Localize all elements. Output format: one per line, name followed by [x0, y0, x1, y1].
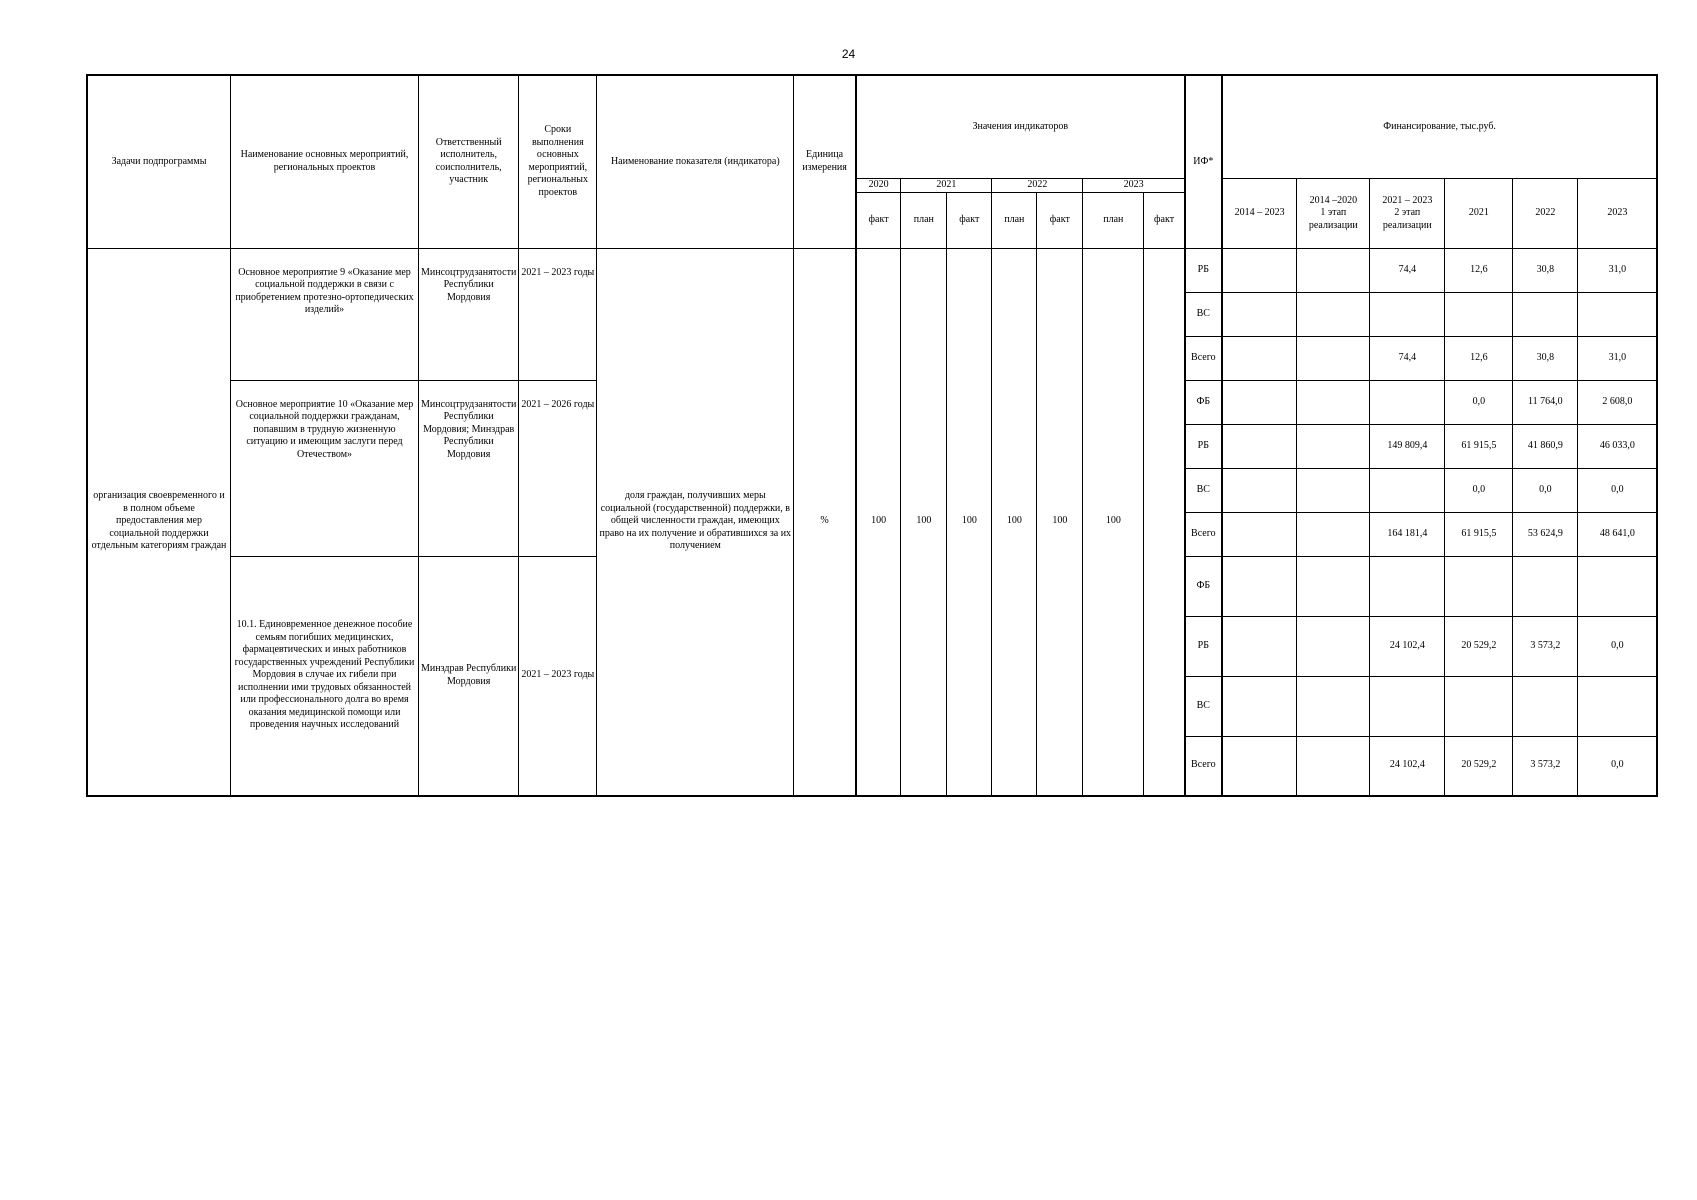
measure-executor: Минсоцтрудзанятости Республики Мордовия; Минздрав Республики Мордовия [419, 380, 519, 556]
measure-name: Основное мероприятие 10 «Оказание мер социальной поддержки гражданам, попавшим в трудную жизненную ситуацию и имеющим заслуги перед Отечеством» [231, 380, 419, 556]
indicator-value: 100 [947, 248, 992, 795]
header-financing: Финансирование, тыс.руб. [1222, 76, 1657, 179]
financing-value: 46 033,0 [1578, 424, 1657, 468]
header-indicator-values: Значения индикаторов [856, 76, 1185, 179]
indicator-subheader: план [1083, 192, 1144, 248]
measure-terms: 2021 – 2026 годы [519, 380, 597, 556]
financing-column-header: 2014 – 2023 [1222, 179, 1297, 249]
indicator-subheader: факт [1144, 192, 1185, 248]
financing-value [1370, 292, 1445, 336]
financing-value: 3 573,2 [1513, 736, 1578, 795]
financing-value [1222, 616, 1297, 676]
financing-value: 149 809,4 [1370, 424, 1445, 468]
indicator-year: 2022 [992, 179, 1083, 193]
financing-value [1222, 556, 1297, 616]
financing-value [1222, 292, 1297, 336]
funding-source: РБ [1185, 616, 1222, 676]
financing-value: 164 181,4 [1370, 512, 1445, 556]
indicator-value: 100 [1083, 248, 1144, 795]
financing-value [1513, 676, 1578, 736]
financing-value [1222, 512, 1297, 556]
funding-source: ВС [1185, 468, 1222, 512]
funding-source: ФБ [1185, 556, 1222, 616]
header-unit: Единица измерения [794, 76, 856, 249]
financing-value: 20 529,2 [1445, 616, 1513, 676]
financing-column-header: 2022 [1513, 179, 1578, 249]
financing-value: 30,8 [1513, 248, 1578, 292]
financing-value [1445, 556, 1513, 616]
financing-value: 74,4 [1370, 248, 1445, 292]
financing-value: 61 915,5 [1445, 424, 1513, 468]
financing-value [1297, 336, 1370, 380]
financing-value: 2 608,0 [1578, 380, 1657, 424]
financing-column-header: 2021 [1445, 179, 1513, 249]
financing-value: 31,0 [1578, 248, 1657, 292]
financing-value: 0,0 [1445, 380, 1513, 424]
financing-value: 20 529,2 [1445, 736, 1513, 795]
financing-value [1222, 424, 1297, 468]
header-executor: Ответственный исполнитель, соисполнитель, участник [419, 76, 519, 249]
indicator-value: 100 [1037, 248, 1083, 795]
financing-value [1370, 468, 1445, 512]
financing-value: 61 915,5 [1445, 512, 1513, 556]
financing-value [1222, 380, 1297, 424]
header-task: Задачи подпрограммы [88, 76, 231, 249]
indicator-subheader: факт [1037, 192, 1083, 248]
program-table [87, 75, 1657, 796]
financing-value: 0,0 [1513, 468, 1578, 512]
financing-value: 53 624,9 [1513, 512, 1578, 556]
measure-executor: Минздрав Республики Мордовия [419, 556, 519, 795]
financing-value [1297, 512, 1370, 556]
financing-value: 48 641,0 [1578, 512, 1657, 556]
header-terms: Сроки выполнения основных мероприятий, региональных проектов [519, 76, 597, 249]
financing-value [1222, 676, 1297, 736]
task-cell: организация своевременного и в полном объеме предоставления мер социальной поддержки отдельным категориям граждан [88, 248, 231, 795]
funding-source: ВС [1185, 292, 1222, 336]
financing-value [1370, 676, 1445, 736]
funding-source: РБ [1185, 248, 1222, 292]
funding-source: Всего [1185, 336, 1222, 380]
financing-value: 24 102,4 [1370, 616, 1445, 676]
financing-value: 0,0 [1578, 616, 1657, 676]
financing-value [1297, 736, 1370, 795]
financing-value: 12,6 [1445, 248, 1513, 292]
financing-value [1445, 676, 1513, 736]
indicator-value: 100 [901, 248, 947, 795]
funding-source: РБ [1185, 424, 1222, 468]
financing-value: 0,0 [1445, 468, 1513, 512]
measure-name: Основное мероприятие 9 «Оказание мер социальной поддержки в связи с приобретением протезно-ортопедических изделий» [231, 248, 419, 380]
financing-value [1297, 380, 1370, 424]
funding-source: ФБ [1185, 380, 1222, 424]
indicator-value [1144, 248, 1185, 795]
financing-value [1297, 616, 1370, 676]
funding-source: ВС [1185, 676, 1222, 736]
financing-value: 0,0 [1578, 468, 1657, 512]
indicator-subheader: план [901, 192, 947, 248]
financing-value [1222, 248, 1297, 292]
table-row [88, 248, 1657, 292]
financing-value [1297, 556, 1370, 616]
measure-name: 10.1. Единовременное денежное пособие семьям погибших медицинских, фармацевтических и иных работников государственных учреждений Республики Мордовия в случае их гибели при исполнении ими трудовых обязанностей или профессионального долга во время оказания медицинской помощи или проведения научных исследований [231, 556, 419, 795]
financing-value [1222, 468, 1297, 512]
financing-value [1297, 468, 1370, 512]
indicator-value: 100 [856, 248, 901, 795]
header-indicator-name: Наименование показателя (индикатора) [597, 76, 794, 249]
financing-value [1445, 292, 1513, 336]
financing-value [1578, 556, 1657, 616]
indicator-year: 2023 [1083, 179, 1185, 193]
financing-value [1578, 676, 1657, 736]
header-measures: Наименование основных мероприятий, региональных проектов [231, 76, 419, 249]
financing-value [1513, 292, 1578, 336]
financing-value: 41 860,9 [1513, 424, 1578, 468]
financing-value [1578, 292, 1657, 336]
indicator-year: 2021 [901, 179, 992, 193]
page-number: 24 [841, 47, 856, 61]
financing-value: 12,6 [1445, 336, 1513, 380]
indicator-name: доля граждан, получивших меры социальной (государственной) поддержки, в общей численности граждан, имеющих право на их получение и обратившихся за их получением [597, 248, 794, 795]
financing-value [1297, 676, 1370, 736]
measure-terms: 2021 – 2023 годы [519, 248, 597, 380]
funding-source: Всего [1185, 736, 1222, 795]
measure-terms: 2021 – 2023 годы [519, 556, 597, 795]
financing-value: 11 764,0 [1513, 380, 1578, 424]
funding-source: Всего [1185, 512, 1222, 556]
financing-value [1222, 736, 1297, 795]
indicator-subheader: факт [856, 192, 901, 248]
measure-executor: Минсоцтрудзанятости Республики Мордовия [419, 248, 519, 380]
financing-value: 0,0 [1578, 736, 1657, 795]
financing-value: 31,0 [1578, 336, 1657, 380]
financing-value: 74,4 [1370, 336, 1445, 380]
financing-column-header: 2021 – 2023 2 этап реализации [1370, 179, 1445, 249]
header-funding-source: ИФ* [1185, 76, 1222, 249]
financing-value: 3 573,2 [1513, 616, 1578, 676]
indicator-subheader: план [992, 192, 1037, 248]
financing-value [1297, 424, 1370, 468]
indicator-subheader: факт [947, 192, 992, 248]
financing-value [1513, 556, 1578, 616]
financing-column-header: 2014 –2020 1 этап реализации [1297, 179, 1370, 249]
financing-value [1370, 380, 1445, 424]
indicator-unit: % [794, 248, 856, 795]
indicator-year: 2020 [856, 179, 901, 193]
indicator-value: 100 [992, 248, 1037, 795]
financing-column-header: 2023 [1578, 179, 1657, 249]
financing-value [1370, 556, 1445, 616]
financing-value: 30,8 [1513, 336, 1578, 380]
financing-value [1297, 248, 1370, 292]
financing-value [1222, 336, 1297, 380]
financing-value [1297, 292, 1370, 336]
financing-value: 24 102,4 [1370, 736, 1445, 795]
